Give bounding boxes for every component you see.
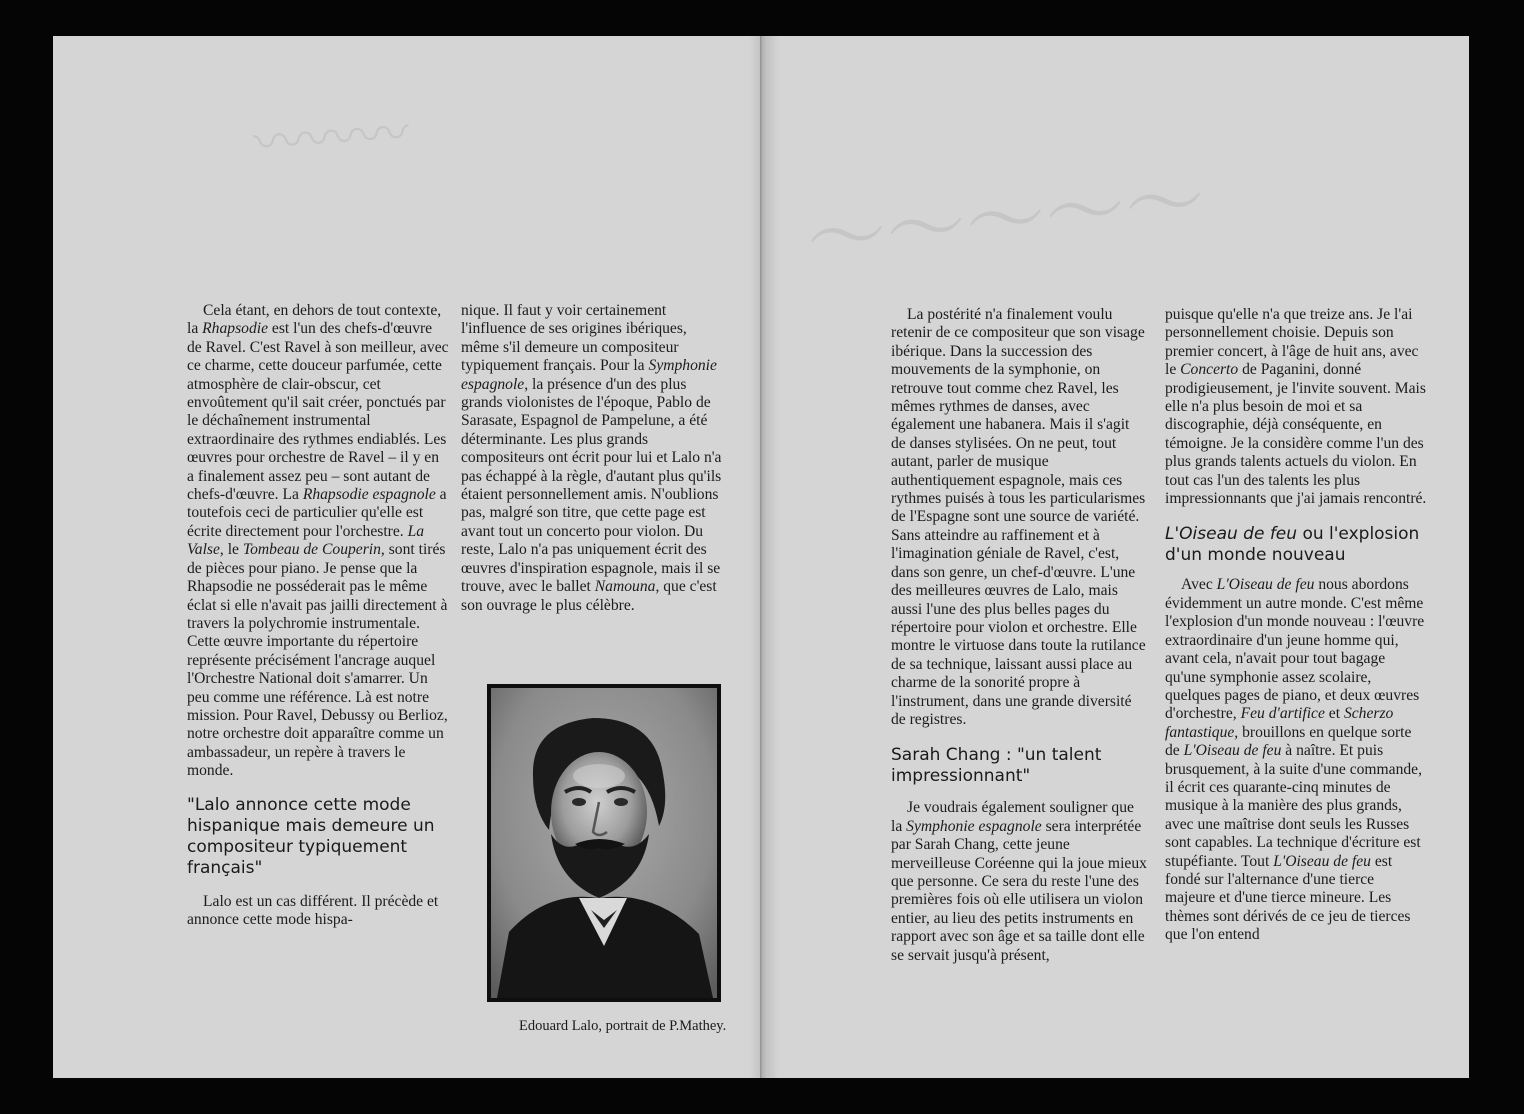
paragraph-posterite: La postérité n'a finalement voulu retenir de ce compositeur que son visage ibérique. Dans la succession des mouvements de la symphonie, on retrouve tout comme chez Ravel, les mêmes rythmes de danses, avec également une habanera. Mais il s'agit de danses stylisées. On ne peut, tout autant, parler de musique authentiquement espagnole, mais ces rythmes puisés à tous les particularismes de l'Espagne sont une source de variété. Sans atteindre au raffinement et à l'imagination géniale de Ravel, c'est, dans son genre, un chef-d'œuvre. L'une des meilleures œuvres de Lalo, mais aussi l'une des plus belles pages du répertoire pour violon et orchestre. Elle montre le virtuose dans toute la rutilance de sa technique, laissant aussi place au charme de la sonorité propre à l'instrument, dans une grande diversité de registres. — [891, 306, 1146, 728]
paragraph-lalo-continued: nique. Il faut y voir certainement l'influence de ses origines ibériques, même s'il demeure un compositeur typiquement français. Pour la Symphonie espagnole, la présence d'un des plus grands violonistes de l'époque, Pablo de Sarasate, Espagnol de Pampelune, a été déterminante. Les plus grands compositeurs ont écrit pour lui et Lalo n'a pas échappé à la règle, d'autant plus qu'ils étaient personnellement amis. N'oublions pas, malgré son titre, que cette page est avant tout un concerto pour violon. Du reste, Lalo n'a pas uniquement écrit des œuvres d'inspiration espagnole, mais il se trouve, avec le ballet Namouna, que c'est son ouvrage le plus célèbre. — [461, 302, 722, 614]
paragraph-lalo-intro: Lalo est un cas différent. Il précède et annonce cette mode hispa- — [187, 892, 439, 928]
portrait-illustration — [487, 684, 721, 1002]
watermark-faint: 〰〰〰 — [251, 103, 412, 175]
right-column-1 — [891, 306, 1147, 965]
heading-oiseau-de-feu: L'Oiseau de feu ou l'explosion d'un monde nouveau — [1165, 524, 1420, 566]
page-fold-shadow — [765, 36, 779, 1078]
right-column-2 — [1165, 306, 1427, 945]
left-column-1 — [187, 302, 449, 929]
heading-sarah-chang: Sarah Chang : "un talent impressionnant" — [891, 745, 1102, 787]
right-page — [765, 36, 1469, 1078]
photo-caption: Edouard Lalo, portrait de P.Mathey. — [519, 1018, 727, 1034]
left-column-2 — [461, 302, 723, 615]
left-page — [53, 36, 763, 1078]
paragraph-oiseau: Avec L'Oiseau de feu nous abordons évidemment un autre monde. C'est même l'explosion d'un monde nouveau : l'œuvre extraordinaire d'un jeune homme qui, avant cela, n'avait pour tout bagage qu'une symphonie assez scolaire, quelques pages de piano, et deux œuvres d'orchestre, Feu d'artifice et Scherzo fantastique, brouillons en quelque sorte de L'Oiseau de feu à naître. Et puis brusquement, à la suite d'une commande, il écrit ces quarante-cinq minutes de musique à la manière des plus grands, avec une maîtrise dont seuls les Russes sont capables. La technique d'écriture est stupéfiante. Tout L'Oiseau de feu est fondé sur l'alternance d'une tierce majeure et d'une tierce mineure. Les thèmes sont dérivés de ce jeu de tierces que l'on entend — [1165, 576, 1425, 944]
paragraph-sarah-chang: Je voudrais également souligner que la Symphonie espagnole sera interprétée par Sarah Chang, cette jeune merveilleuse Coréenne qui la joue mieux que personne. Ce sera du reste l'une des premières fois où elle utilisera un violon entier, au lieu des petits instruments en rapport avec son âge et sa taille dont elle se servait jusqu'à présent, — [891, 799, 1147, 964]
watermark-faint: 〜〜〜〜〜 — [801, 153, 1210, 288]
lalo-portrait-photo — [487, 684, 721, 1002]
quote-heading: "Lalo annonce cette mode hispanique mais demeure un compositeur typiquement français" — [187, 794, 435, 878]
paragraph-rhapsodie: Cela étant, en dehors de tout contexte, la Rhapsodie est l'un des chefs-d'œuvre de Ravel. C'est Ravel à son meilleur, avec ce charme, cette douceur parfumée, cette atmosphère de clair-obscur, cet envoûtement qu'il sait créer, ponctués par le déchaînement instrumental extraordinaire des rythmes endiablés. Les œuvres pour orchestre de Ravel – il y en a finalement assez peu – sont autant de chefs-d'œuvre. La Rhapsodie espagnole a toutefois ceci de particulier qu'elle est écrite directement pour l'orchestre. La Valse, le Tombeau de Couperin, sont tirés de pièces pour piano. Je pense que la Rhapsodie ne posséderait pas le même éclat si elle n'avait pas jailli directement à travers la polychromie instrumentale. Cette œuvre importante du répertoire représente précisément l'ancrage auquel l'Orchestre National doit s'amarrer. Un peu comme une référence. Là est notre mission. Pour Ravel, Debussy ou Berlioz, notre orchestre doit apparaître comme un ambassadeur, un repère à travers le monde. — [187, 302, 449, 780]
paragraph-chang-continued: puisque qu'elle n'a que treize ans. Je l'ai personnellement choisie. Depuis son premier concert, à l'âge de huit ans, avec le Concerto de Paganini, donné prodigieusement, je l'invite souvent. Mais elle n'a plus besoin de moi et sa discographie, déjà conséquente, en témoigne. Je la considère comme l'un des plus grands talents actuels du violon. En tout cas l'un des talents les plus impressionnants que j'ai jamais rencontré. — [1165, 306, 1427, 508]
